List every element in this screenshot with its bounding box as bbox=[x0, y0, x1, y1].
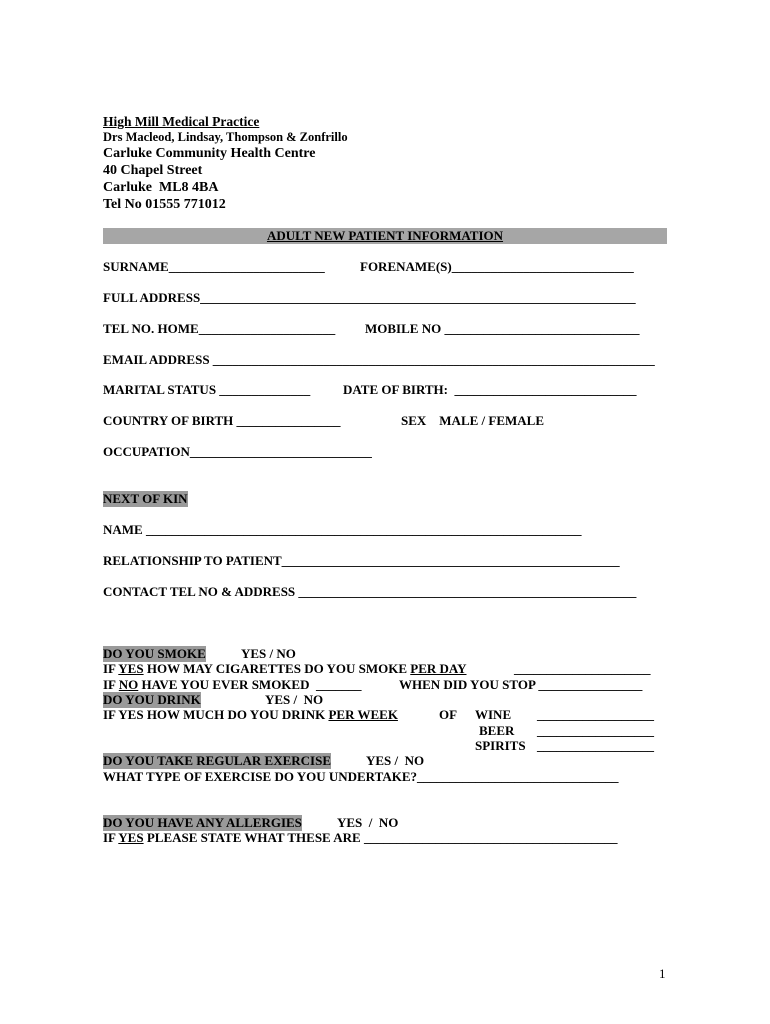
street-address: 40 Chapel Street bbox=[103, 163, 203, 178]
cig-per-day: PER DAY bbox=[410, 661, 467, 676]
ever-smoked-field[interactable]: HAVE YOU EVER SMOKED _______ bbox=[138, 677, 362, 692]
cig-yes-word: YES bbox=[118, 661, 144, 676]
smoke-heading: DO YOU SMOKE bbox=[103, 646, 206, 661]
health-centre-name: Carluke Community Health Centre bbox=[103, 146, 316, 161]
marital-status-field[interactable]: MARITAL STATUS ______________ bbox=[103, 382, 311, 397]
allergies-details-field[interactable]: PLEASE STATE WHAT THESE ARE _______________________________________ bbox=[143, 830, 618, 845]
cig-question: HOW MAY CIGARETTES DO YOU SMOKE bbox=[143, 661, 411, 676]
exercise-yes-no[interactable]: YES / NO bbox=[366, 753, 425, 768]
occupation-field[interactable]: OCCUPATION____________________________ bbox=[103, 444, 372, 459]
town-postcode: Carluke ML8 4BA bbox=[103, 180, 219, 195]
cigarettes-per-day-field[interactable]: _____________________ bbox=[514, 661, 651, 676]
allergies-details-row bbox=[103, 830, 617, 846]
beer-label: BEER bbox=[479, 723, 515, 738]
email-field[interactable]: EMAIL ADDRESS ____________________________________________________________________ bbox=[103, 352, 655, 367]
spirits-field[interactable]: __________________ bbox=[537, 738, 654, 753]
drink-heading: DO YOU DRINK bbox=[103, 692, 201, 707]
forename-field[interactable]: FORENAME(S)____________________________ bbox=[360, 259, 634, 274]
country-of-birth-field[interactable]: COUNTRY OF BIRTH ________________ bbox=[103, 413, 341, 428]
exercise-type-field[interactable]: WHAT TYPE OF EXERCISE DO YOU UNDERTAKE?_______________________________ bbox=[103, 769, 619, 784]
drink-amount-row bbox=[103, 707, 398, 723]
date-of-birth-field[interactable]: DATE OF BIRTH: ____________________________ bbox=[343, 382, 637, 397]
no-if-label: IF bbox=[103, 677, 119, 692]
mobile-field[interactable]: MOBILE NO ______________________________ bbox=[365, 321, 640, 336]
cig-if-label: IF bbox=[103, 661, 119, 676]
spirits-label: SPIRITS bbox=[475, 738, 526, 753]
beer-field[interactable]: __________________ bbox=[537, 723, 654, 738]
practice-name: High Mill Medical Practice bbox=[103, 114, 260, 129]
cigarettes-per-day-row bbox=[103, 661, 467, 677]
no-word: NO bbox=[118, 677, 139, 692]
wine-label: WINE bbox=[475, 707, 512, 722]
allergies-yes-word: YES bbox=[118, 830, 144, 845]
tel-home-field[interactable]: TEL NO. HOME_____________________ bbox=[103, 321, 336, 336]
allergies-heading: DO YOU HAVE ANY ALLERGIES bbox=[103, 815, 302, 830]
surname-field[interactable]: SURNAME________________________ bbox=[103, 259, 325, 274]
practice-phone: Tel No 01555 771012 bbox=[103, 197, 226, 212]
drink-of-label: OF bbox=[439, 707, 458, 722]
ever-smoked-row bbox=[103, 677, 361, 693]
allergies-yes-no[interactable]: YES / NO bbox=[337, 815, 399, 830]
drink-yes-no[interactable]: YES / NO bbox=[265, 692, 324, 707]
sex-field[interactable]: SEX MALE / FEMALE bbox=[401, 413, 545, 428]
doctors-list: Drs Macleod, Lindsay, Thompson & Zonfrillo bbox=[103, 130, 348, 144]
kin-contact-field[interactable]: CONTACT TEL NO & ADDRESS ____________________________________________________ bbox=[103, 584, 637, 599]
next-of-kin-heading: NEXT OF KIN bbox=[103, 491, 188, 506]
full-address-field[interactable]: FULL ADDRESS___________________________________________________________________ bbox=[103, 290, 636, 305]
kin-name-field[interactable]: NAME ___________________________________________________________________ bbox=[103, 522, 582, 537]
smoke-yes-no[interactable]: YES / NO bbox=[241, 646, 296, 661]
form-title: ADULT NEW PATIENT INFORMATION bbox=[266, 228, 504, 243]
allergies-if-label: IF bbox=[103, 830, 119, 845]
wine-field[interactable]: __________________ bbox=[537, 707, 654, 722]
form-title-banner bbox=[103, 228, 667, 244]
page-number: 1 bbox=[659, 966, 666, 981]
drink-per-week: PER WEEK bbox=[328, 707, 398, 722]
kin-relationship-field[interactable]: RELATIONSHIP TO PATIENT____________________________________________________ bbox=[103, 553, 620, 568]
drink-question: IF YES HOW MUCH DO YOU DRINK bbox=[103, 707, 329, 722]
exercise-heading: DO YOU TAKE REGULAR EXERCISE bbox=[103, 753, 332, 768]
when-stopped-field[interactable]: WHEN DID YOU STOP ________________ bbox=[399, 677, 643, 692]
